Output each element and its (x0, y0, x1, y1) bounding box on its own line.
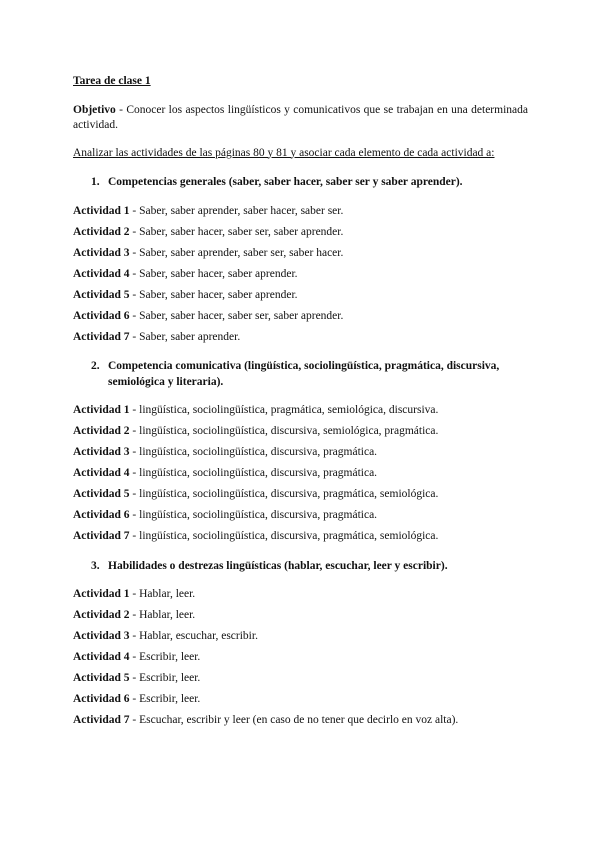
activity-item (73, 529, 528, 545)
document-content (73, 74, 528, 737)
activity-text: - Hablar, leer. (129, 588, 196, 601)
activity-item (73, 487, 528, 503)
activity-label: Actividad 1 (73, 588, 130, 601)
section-habilidades-linguisticas (73, 559, 528, 729)
activity-item (73, 204, 528, 220)
activity-label: Actividad 3 (73, 246, 130, 259)
section-number: 3. (91, 559, 100, 572)
activity-text: - Saber, saber hacer, saber ser, saber aprender. (129, 225, 344, 238)
activity-text: - lingüística, sociolingüística, discursiva, pragmática. (129, 509, 378, 522)
activity-label: Actividad 2 (73, 225, 130, 238)
objective-text: Conocer los aspectos lingüísticos y comunicativos que se trabajan en una determinada actividad. (73, 103, 528, 132)
activity-label: Actividad 3 (73, 630, 130, 643)
activity-item (73, 692, 528, 708)
section-heading-text: Habilidades o destrezas lingüísticas (hablar, escuchar, leer y escribir). (108, 559, 448, 572)
activity-item (73, 608, 528, 624)
activity-text: - Escribir, leer. (129, 672, 201, 685)
activity-label: Actividad 2 (73, 609, 130, 622)
activity-text: - Hablar, escuchar, escribir. (129, 630, 258, 643)
activity-label: Actividad 3 (73, 446, 130, 459)
activity-label: Actividad 5 (73, 488, 130, 501)
section-competencias-generales (73, 175, 528, 345)
activity-item (73, 246, 528, 262)
activity-label: Actividad 7 (73, 714, 130, 727)
section-competencia-comunicativa (73, 359, 528, 545)
activity-label: Actividad 6 (73, 309, 130, 322)
activity-text: - Escribir, leer. (129, 693, 201, 706)
objective-paragraph (73, 103, 528, 134)
activity-item (73, 466, 528, 482)
activity-text: - lingüística, sociolingüística, discursiva, pragmática. (129, 467, 378, 480)
activity-item (73, 629, 528, 645)
section-number: 2. (91, 360, 100, 373)
activity-text: - lingüística, sociolingüística, pragmática, semiológica, discursiva. (129, 404, 439, 417)
activity-text: - Saber, saber aprender, saber hacer, saber ser. (129, 204, 344, 217)
activity-label: Actividad 6 (73, 509, 130, 522)
activity-item (73, 288, 528, 304)
activity-label: Actividad 2 (73, 425, 130, 438)
activity-text: - Saber, saber aprender. (129, 330, 241, 343)
activity-text: - lingüística, sociolingüística, discursiva, pragmática, semiológica. (129, 530, 439, 543)
activity-text: - Hablar, leer. (129, 609, 196, 622)
section-heading (91, 359, 528, 390)
activity-label: Actividad 5 (73, 288, 130, 301)
activity-item (73, 713, 528, 729)
section-heading (91, 559, 528, 575)
activity-text: - Saber, saber hacer, saber aprender. (129, 288, 298, 301)
activity-item (73, 309, 528, 325)
activity-label: Actividad 7 (73, 330, 130, 343)
section-number: 1. (91, 176, 100, 189)
activity-label: Actividad 5 (73, 672, 130, 685)
activity-text: - lingüística, sociolingüística, discursiva, pragmática. (129, 446, 378, 459)
document-title: Tarea de clase 1 (73, 75, 151, 87)
activity-item (73, 508, 528, 524)
objective-separator: - (115, 103, 127, 116)
activity-item (73, 225, 528, 241)
section-heading-text: Competencias generales (saber, saber hacer, saber ser y saber aprender). (108, 176, 463, 189)
activity-text: - Saber, saber aprender, saber ser, saber hacer. (129, 246, 344, 259)
activity-item (73, 403, 528, 419)
activity-item (73, 671, 528, 687)
objective-label: Objetivo (73, 103, 116, 116)
activity-label: Actividad 4 (73, 467, 130, 480)
activity-label: Actividad 1 (73, 204, 130, 217)
activity-item (73, 650, 528, 666)
activity-label: Actividad 4 (73, 651, 130, 664)
activity-text: - lingüística, sociolingüística, discursiva, pragmática, semiológica. (129, 488, 439, 501)
activity-text: - lingüística, sociolingüística, discursiva, semiológica, pragmática. (129, 425, 439, 438)
activity-item (73, 267, 528, 283)
activity-label: Actividad 4 (73, 267, 130, 280)
activity-item (73, 587, 528, 603)
activity-text: - Escuchar, escribir y leer (en caso de no tener que decirlo en voz alta). (129, 714, 459, 727)
activity-text: - Escribir, leer. (129, 651, 201, 664)
activity-label: Actividad 7 (73, 530, 130, 543)
activity-item (73, 445, 528, 461)
section-heading (91, 175, 528, 191)
activity-text: - Saber, saber hacer, saber ser, saber aprender. (129, 309, 344, 322)
activity-item (73, 330, 528, 346)
activity-label: Actividad 6 (73, 693, 130, 706)
section-heading-text: Competencia comunicativa (lingüística, sociolingüística, pragmática, discursiva, semiológica y literaria). (108, 360, 500, 388)
activity-text: - Saber, saber hacer, saber aprender. (129, 267, 298, 280)
activity-label: Actividad 1 (73, 404, 130, 417)
activity-item (73, 424, 528, 440)
instruction-text: Analizar las actividades de las páginas 80 y 81 y asociar cada elemento de cada actividad a: (73, 146, 495, 159)
